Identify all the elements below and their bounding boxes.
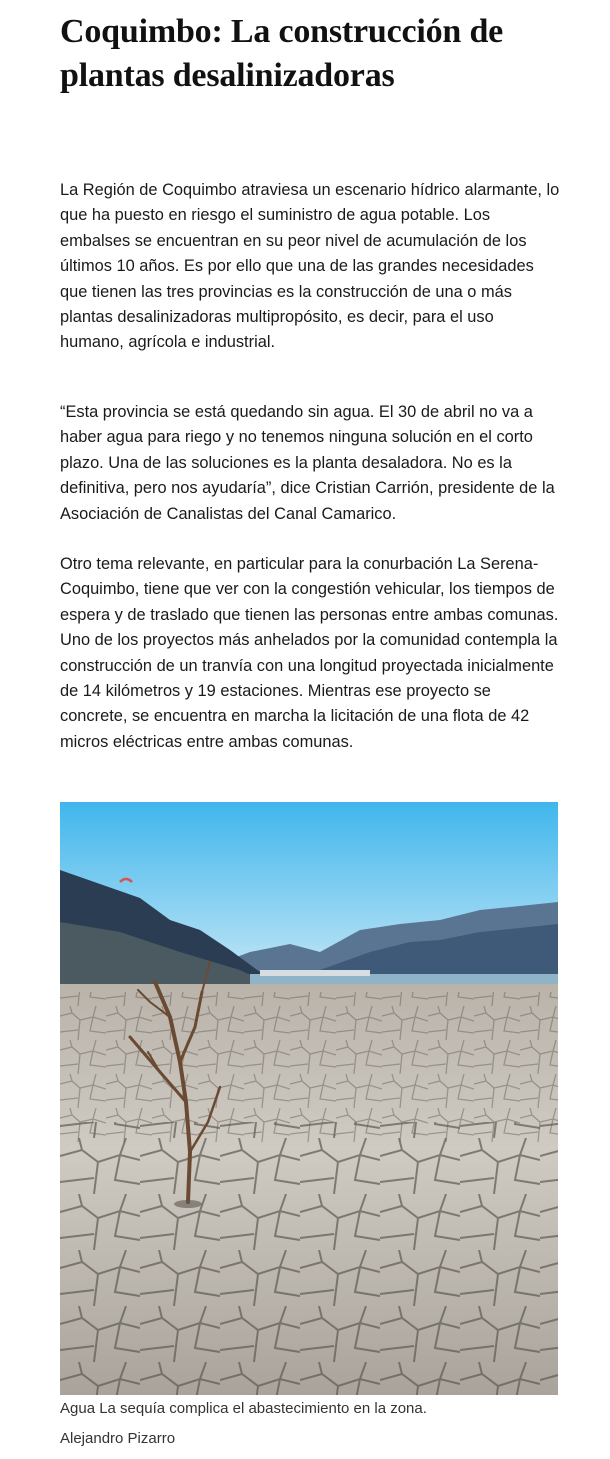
photo-credit: Alejandro Pizarro — [60, 1430, 176, 1447]
article-paragraph-3: Otro tema relevante, en particular para la conurbación La Serena-Coquimbo, tiene que ver con la congestión vehicular, los tiempos de espera y de traslado que tienen las personas entre ambas comunas. Uno de los proyectos más anhelados por la comunidad contempla la construcción de un tranvía con una longitud proyectada inicialmente de 14 kilómetros y 19 estaciones. Mientras ese proyecto se concrete, se encuentra en marcha la licitación de una flota de 42 micros eléctricas entre ambas comunas. — [60, 555, 559, 751]
article-paragraph-2: “Esta provincia se está quedando sin agua. El 30 de abril no va a haber agua para riego y no tenemos ninguna solución en el corto plazo. Una de las soluciones es la planta desaladora. No es la definitiva, pero nos ayudaría”, dice Cristian Carrión, presidente de la Asociación de Canalistas del Canal Camarico. — [60, 403, 555, 523]
drought-photo — [60, 802, 558, 1395]
article-figure — [60, 802, 558, 1449]
article-paragraph-1: La Región de Coquimbo atraviesa un escenario hídrico alarmante, lo que ha puesto en riesgo el suministro de agua potable. Los embalses se encuentran en su peor nivel de acumulación de los últimos 10 años. Es por ello que una de las grandes necesidades que tienen las tres provincias es la construcción de una o más plantas desalinizadoras multipropósito, es decir, para el uso humano, agrícola e industrial. — [60, 181, 560, 352]
photo-caption: Agua La sequía complica el abastecimiento en la zona. — [60, 1400, 427, 1417]
article — [60, 0, 560, 1447]
article-headline: Coquimbo: La construcción de plantas desalinizadoras — [60, 13, 504, 94]
